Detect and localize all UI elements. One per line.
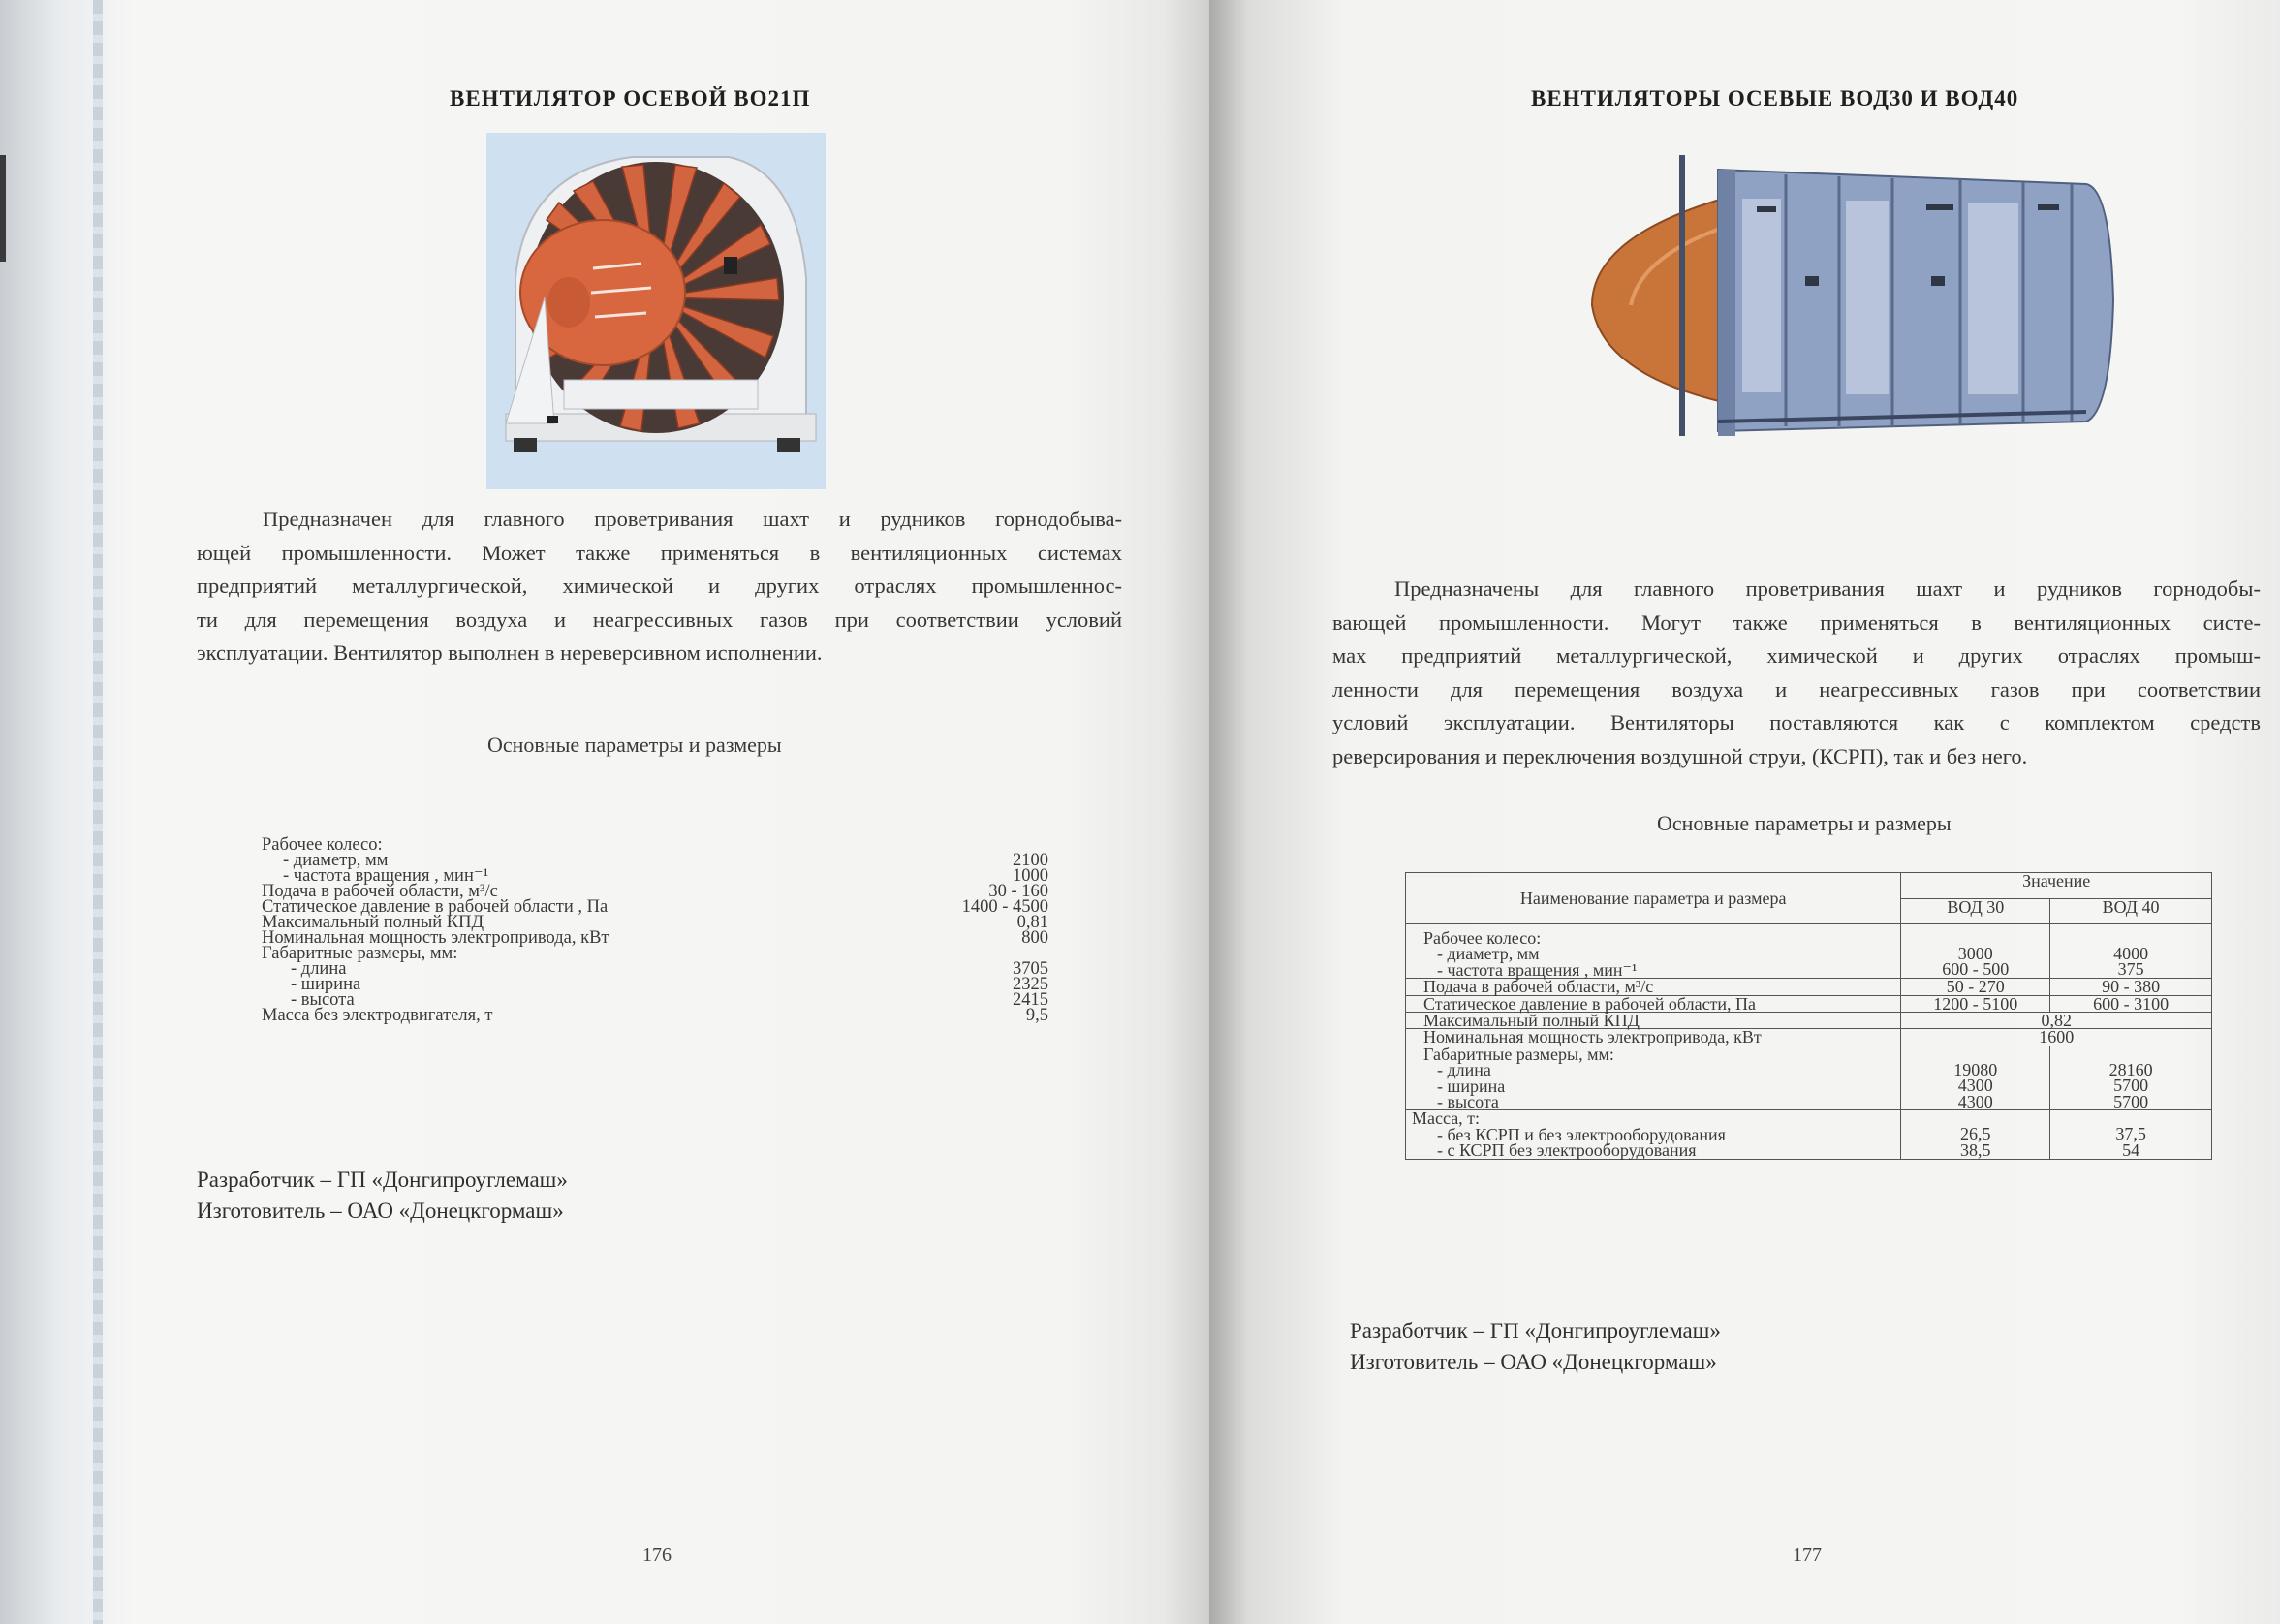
value-cell: [1901, 1046, 2050, 1110]
spec-label: - ширина: [291, 975, 361, 994]
spec-label: Масса без электродвигателя, т: [262, 1006, 493, 1025]
param-title: Габаритные размеры, мм:: [1423, 1044, 1614, 1064]
description-line: вающей промышленности. Могут также применяться в вентиляционных систе-: [1332, 609, 2261, 635]
param-label: - диаметр, мм: [1437, 944, 1540, 964]
spec-value: 1400 - 4500: [961, 897, 1048, 917]
spec-value: 2415: [1013, 990, 1048, 1010]
value: 4000: [2113, 944, 2149, 963]
manufacturer-line: Изготовитель – ОАО «Донецкгормаш»: [197, 1199, 564, 1223]
description-line: реверсирования и переключения воздушной струи, (КСРП), так и без него.: [1332, 743, 2028, 768]
value: 5700: [2113, 1091, 2149, 1111]
header-col-vod40: ВОД 40: [2050, 898, 2212, 924]
value-cell: [1901, 1110, 2050, 1159]
description-line: ти для перемещения воздуха и неагрессивных газов при соответствии условий: [197, 607, 1122, 632]
param-cell: [1406, 924, 1901, 979]
spec-row: [262, 1008, 1048, 1023]
spec-label: Габаритные размеры, мм:: [262, 944, 458, 963]
page-number: 177: [1793, 1545, 1822, 1566]
left-description: [197, 503, 1122, 671]
header-value-cell: Значение: [1901, 873, 2212, 899]
description-line: Предназначены для главного проветривания шахт и рудников горнодобы-: [1394, 577, 2261, 601]
spec-row: [262, 946, 1048, 961]
table-row: [1406, 1110, 2212, 1159]
spec-label: Максимальный полный КПД: [262, 913, 484, 932]
spec-value: 800: [1021, 928, 1048, 948]
spec-label: Статическое давление в рабочей области , Па: [262, 897, 609, 917]
description-line: ющей промышленности. Может также применяться в вентиляционных системах: [197, 540, 1122, 565]
right-params-title: Основные параметры и размеры: [1657, 811, 1952, 835]
value: 600 - 500: [1942, 959, 2010, 980]
value: 3000: [1957, 944, 1993, 963]
param-label: - частота вращения , мин⁻¹: [1437, 959, 1638, 980]
fan-vod-photo: [1582, 131, 2130, 446]
table-header-row: [1406, 873, 2212, 899]
right-page: [1209, 0, 2280, 1624]
developer-line: Разработчик – ГП «Донгипроуглемаш»: [1350, 1319, 1721, 1343]
spec-label: - длина: [291, 959, 347, 979]
fan-vo21p-photo: [486, 133, 826, 489]
value-cell: 0,82: [1901, 1013, 2212, 1029]
param-cell: [1406, 1110, 1901, 1159]
param-label: - высота: [1437, 1092, 1499, 1112]
binding-line: [93, 0, 103, 1624]
param-cell: [1406, 1046, 1901, 1110]
param-label: - длина: [1437, 1060, 1491, 1080]
header-param-cell: Наименование параметра и размера: [1406, 873, 1901, 924]
left-params-title: Основные параметры и размеры: [487, 733, 782, 757]
param-label: - с КСРП без электрооборудования: [1437, 1140, 1697, 1161]
description-line: эксплуатации. Вентилятор выполнен в нереверсивном исполнении.: [197, 640, 823, 665]
spec-label: Подача в рабочей области, м³/с: [262, 882, 498, 901]
right-page-title: ВЕНТИЛЯТОРЫ ОСЕВЫЕ ВОД30 И ВОД40: [1531, 86, 2019, 110]
value: 4300: [1957, 1091, 1993, 1111]
param-label: Подача в рабочей области, м³/с: [1406, 979, 1901, 995]
page-number: 176: [642, 1545, 672, 1566]
value-cell: 1200 - 5100: [1901, 995, 2050, 1012]
spec-value: 3705: [1013, 959, 1048, 979]
param-label: - без КСРП и без электрооборудования: [1437, 1124, 1726, 1144]
developer-line: Разработчик – ГП «Донгипроуглемаш»: [197, 1168, 568, 1192]
spec-row: [262, 961, 1048, 977]
table-row: [1406, 1013, 2212, 1029]
spec-value: 2325: [1013, 975, 1048, 994]
edge-mark: [0, 155, 6, 262]
value-cell: [1901, 924, 2050, 979]
spec-value: 9,5: [1025, 1006, 1048, 1025]
param-title: Масса, т:: [1412, 1109, 1481, 1129]
spec-value: 1000: [1013, 866, 1048, 886]
spec-label: Рабочее колесо:: [262, 835, 383, 855]
value: 5700: [2113, 1076, 2149, 1096]
description-line: предприятий металлургической, химической и других отраслях промышленнос-: [197, 574, 1122, 598]
description-line: Предназначен для главного проветривания шахт и рудников горнодобыва-: [263, 507, 1122, 531]
spec-row: [262, 977, 1048, 992]
param-title: Рабочее колесо:: [1423, 928, 1542, 948]
value: 37,5: [2115, 1124, 2146, 1144]
table-row: [1406, 1029, 2212, 1046]
value: 26,5: [1960, 1124, 1991, 1144]
value-cell: 50 - 270: [1901, 979, 2050, 995]
param-label: - ширина: [1437, 1076, 1506, 1096]
value-cell: [2050, 924, 2212, 979]
header-col-vod30: ВОД 30: [1901, 898, 2050, 924]
description-line: ленности для перемещения воздуха и неагрессивных газов при соответствии: [1332, 676, 2261, 702]
spec-label: - диаметр, мм: [283, 851, 389, 870]
table-row: [1406, 979, 2212, 995]
param-label: Статическое давление в рабочей области, Па: [1406, 995, 1901, 1012]
value-cell: 1600: [1901, 1029, 2212, 1046]
spec-label: - высота: [291, 990, 355, 1010]
param-label: Номинальная мощность электропривода, кВт: [1406, 1029, 1901, 1046]
value-cell: 90 - 380: [2050, 979, 2212, 995]
right-credits: [1350, 1316, 1721, 1378]
param-label: Максимальный полный КПД: [1406, 1013, 1901, 1029]
left-spec-list: [262, 837, 1048, 1023]
spec-value: 30 - 160: [988, 882, 1048, 901]
right-description: [1332, 573, 2261, 773]
spec-label: - частота вращения , мин⁻¹: [283, 866, 489, 886]
value-cell: 600 - 3100: [2050, 995, 2212, 1012]
table-row: [1406, 1046, 2212, 1110]
left-credits: [197, 1165, 568, 1227]
description-line: условий эксплуатации. Вентиляторы поставляются как с комплектом средств: [1332, 710, 2261, 734]
manufacturer-line: Изготовитель – ОАО «Донецкгормаш»: [1350, 1350, 1717, 1374]
table-row: [1406, 995, 2212, 1012]
table-row: [1406, 924, 2212, 979]
value-cell: [2050, 1046, 2212, 1110]
value-cell: [2050, 1110, 2212, 1159]
value: 28160: [2108, 1059, 2153, 1079]
value: 19080: [1953, 1059, 1998, 1079]
spec-label: Номинальная мощность электропривода, кВт: [262, 928, 609, 948]
value: 54: [2122, 1140, 2140, 1160]
value: 4300: [1957, 1076, 1993, 1096]
value: 375: [2117, 959, 2144, 980]
left-page-title: ВЕНТИЛЯТОР ОСЕВОЙ ВО21П: [450, 86, 811, 110]
spec-value: 2100: [1013, 851, 1048, 870]
description-line: мах предприятий металлургической, химической и других отраслях промыш-: [1332, 643, 2261, 668]
params-table: [1405, 872, 2212, 1160]
value: 38,5: [1960, 1140, 1991, 1160]
spec-value: 0,81: [1016, 913, 1048, 932]
